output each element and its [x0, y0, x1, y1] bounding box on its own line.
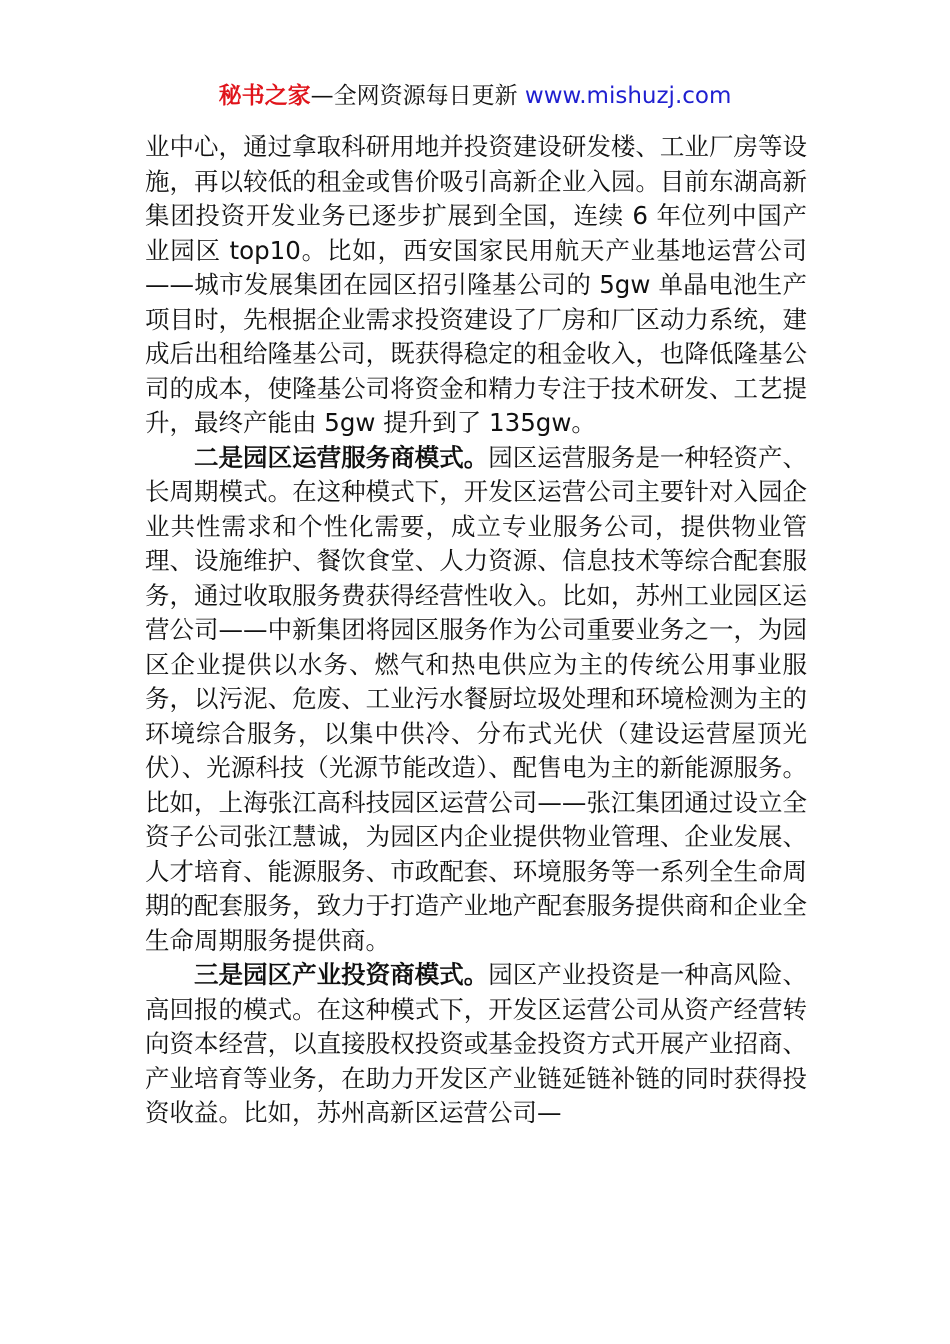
paragraph-2: [145, 441, 807, 959]
paragraph-text: 业中心，通过拿取科研用地并投资建设研发楼、工业厂房等设施，再以较低的租金或售价吸引高新企业入园。目前东湖高新集团投资开发业务已逐步扩展到全国，连续 6 年位列中国产业园区 top10。比如，西安国家民用航天产业基地运营公司——城市发展集团在园区招引隆基公司的 5gw 单晶电池生产项目时，先根据企业需求投资建设了厂房和厂区动力系统，建成后出租给隆基公司，既获得稳定的租金收入，也降低隆基公司的成本，使隆基公司将资金和精力专注于技术研发、工艺提升，最终产能由 5gw 提升到了 135gw。: [145, 132, 807, 437]
page-header: [0, 80, 950, 112]
paragraph-lead: 三是园区产业投资商模式。: [194, 960, 489, 989]
paragraph-lead: 二是园区运营服务商模式。: [194, 442, 489, 472]
paragraph-text: 园区产业投资是一种高风险、高回报的模式。在这种模式下，开发区运营公司从资产经营转向资本经营，以直接股权投资或基金投资方式开展产业招商、产业培育等业务，在助力开发区产业链延链补链的同时获得投资收益。比如，苏州高新区运营公司—: [145, 960, 807, 1127]
header-tagline: —全网资源每日更新: [310, 83, 525, 109]
site-url-link[interactable]: www.mishuzj.com: [524, 83, 732, 109]
brand-name: 秘书之家: [218, 83, 311, 109]
paragraph-text: 园区运营服务是一种轻资产、长周期模式。在这种模式下，开发区运营公司主要针对入园企业共性需求和个性化需要，成立专业服务公司，提供物业管理、设施维护、餐饮食堂、人力资源、信息技术等综合配套服务，通过收取服务费获得经营性收入。比如，苏州工业园区运营公司——中新集团将园区服务作为公司重要业务之一，为园区企业提供以水务、燃气和热电供应为主的传统公用事业服务，以污泥、危废、工业污水餐厨垃圾处理和环境检测为主的环境综合服务，以集中供冷、分布式光伏（建设运营屋顶光伏）、光源科技（光源节能改造）、配售电为主的新能源服务。比如，上海张江高科技园区运营公司——张江集团通过设立全资子公司张江慧诚，为园区内企业提供物业管理、企业发展、人才培育、能源服务、市政配套、环境服务等一系列全生命周期的配套服务，致力于打造产业地产配套服务提供商和企业全生命周期服务提供商。: [145, 442, 807, 955]
paragraph-3: [145, 958, 807, 1131]
paragraph-1: [145, 130, 807, 441]
document-body: [145, 130, 807, 1131]
